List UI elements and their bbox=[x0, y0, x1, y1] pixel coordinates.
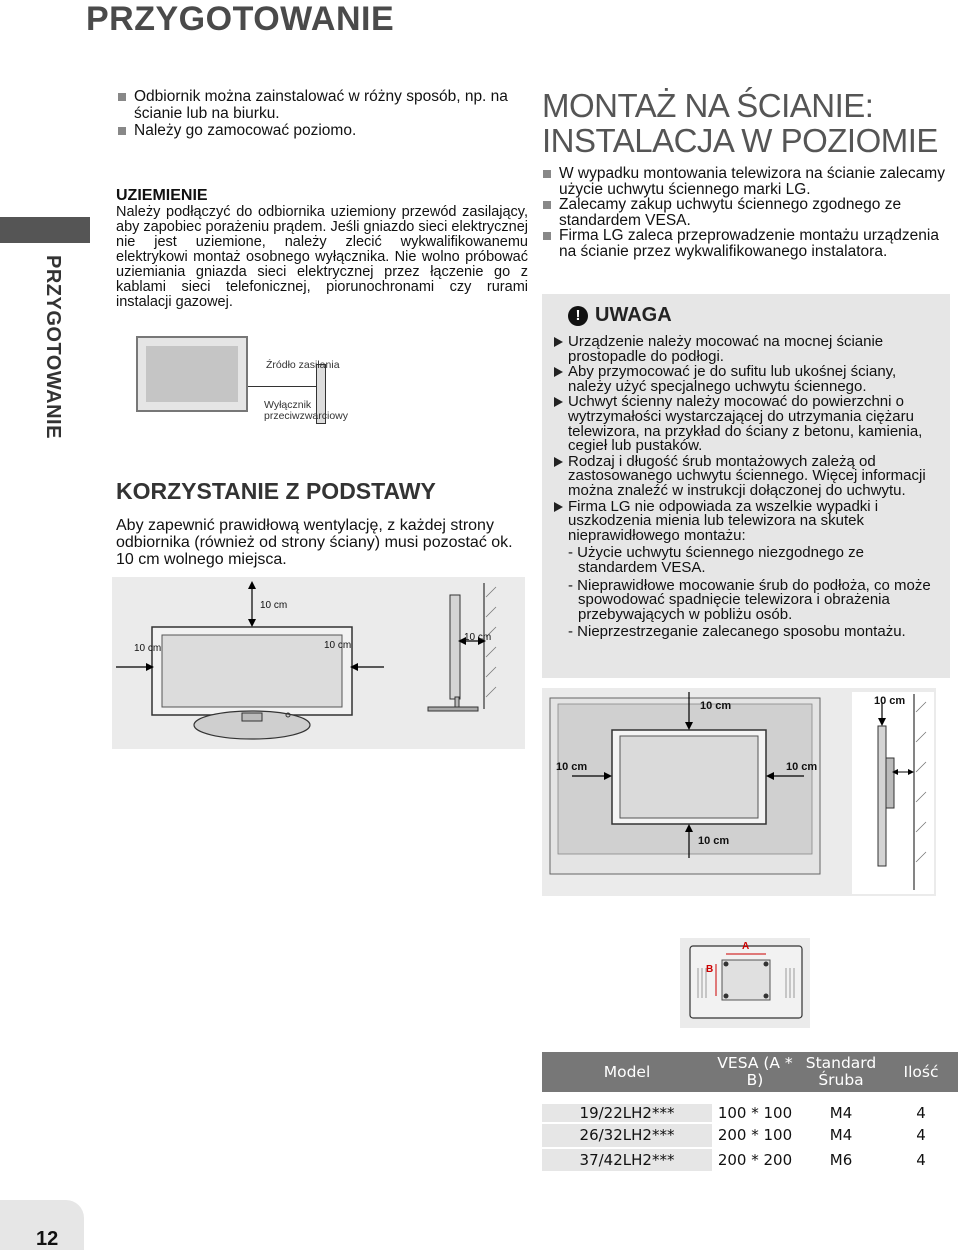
vesa-spec-table bbox=[542, 1052, 958, 1173]
stand-text: Aby zapewnić prawidłową wentylację, z każdej strony odbiornika (również od strony ściany) musi pozostać ok. 10 cm wolnego miejsca. bbox=[116, 517, 513, 568]
table-row bbox=[542, 1098, 958, 1123]
cell-quantity: 4 bbox=[884, 1148, 958, 1173]
list-item: Odbiornik można zainstalować w różny sposób, np. na ścianie lub na biurku. bbox=[116, 88, 528, 122]
header-vesa: VESA (A * B) bbox=[712, 1052, 798, 1098]
stand-clearance-diagram bbox=[112, 577, 525, 749]
page-title: PRZYGOTOWANIE bbox=[86, 0, 395, 38]
stand-clearance-illustration bbox=[112, 577, 525, 749]
right-column bbox=[542, 88, 954, 259]
triangle-bullet-icon bbox=[554, 502, 563, 512]
cell-screw: M4 bbox=[798, 1098, 884, 1123]
cell-screw: M6 bbox=[798, 1148, 884, 1173]
side-tab-marker bbox=[0, 217, 90, 243]
cell-model: 37/42LH2*** bbox=[542, 1148, 712, 1173]
table-row bbox=[542, 1148, 958, 1173]
wall-clearance-diagram bbox=[542, 688, 936, 896]
cell-vesa: 200 * 100 bbox=[712, 1123, 798, 1148]
list-item: Należy go zamocować poziomo. bbox=[116, 122, 528, 139]
list-item: Aby przymocować je do sufitu lub ukośnej ściany, należy użyć specjalnego uchwytu ściennego. bbox=[552, 365, 940, 394]
clearance-label-left: 10 cm bbox=[134, 643, 162, 654]
triangle-bullet-icon bbox=[554, 397, 563, 407]
grounding-heading: UZIEMIENIE bbox=[116, 187, 208, 204]
sub-list-item: - Nieprawidłowe mocowanie śrub do podłoża, co może spowodować spadnięcie telewizora i obrażenia przebywających w pobliżu osób. bbox=[568, 576, 931, 623]
left-column bbox=[116, 88, 528, 310]
page-number: 12 bbox=[36, 1228, 59, 1250]
wall-mount-list bbox=[542, 166, 954, 259]
sub-list-item: - Nieprzestrzeganie zalecanego sposobu montażu. bbox=[568, 623, 906, 641]
table-header-row bbox=[542, 1052, 958, 1098]
warning-title: UWAGA bbox=[595, 304, 672, 326]
power-source-label: Źródło zasilania bbox=[266, 359, 340, 371]
cell-model: 26/32LH2*** bbox=[542, 1123, 712, 1148]
side-tab-label: PRZYGOTOWANIE bbox=[42, 255, 64, 439]
warning-box bbox=[542, 294, 950, 678]
clearance-label-side: 10 cm bbox=[874, 695, 906, 707]
cell-vesa: 200 * 200 bbox=[712, 1148, 798, 1173]
list-item: Zalecamy zakup uchwytu ściennego zgodnego ze standardem VESA. bbox=[542, 197, 954, 228]
dimension-b-label: B bbox=[706, 964, 714, 975]
list-item: Urządzenie należy mocować na mocnej ścianie prostopadle do podłogi. bbox=[552, 335, 940, 364]
triangle-bullet-icon bbox=[554, 337, 563, 347]
table-row bbox=[542, 1123, 958, 1148]
list-item: Rodzaj i długość śrub montażowych zależą od zastosowanego uchwytu ściennego. Więcej informacji można znaleźć w instrukcji dołączonej do uchwytu. bbox=[552, 455, 940, 499]
breaker-label: Wyłącznik przeciwzwarciowy bbox=[264, 399, 349, 422]
cell-vesa: 100 * 100 bbox=[712, 1098, 798, 1123]
clearance-label-top: 10 cm bbox=[260, 600, 288, 611]
warning-header bbox=[568, 304, 940, 327]
intro-list bbox=[116, 88, 528, 139]
list-item: Firma LG nie odpowiada za wszelkie wypadki i uszkodzenia mienia lub telewizora na skutek nieprawidłowego montażu: - Użycie uchwytu ściennego niezgodnego ze standardem VESA. - Nieprawidłowe mocowanie śrub do podłoża, co może spowodować spadnięcie telewizora i obrażenia przebywających w pobliżu osób. - Nieprzestrzeganie zalecanego sposobu montażu. bbox=[552, 500, 940, 640]
triangle-bullet-icon bbox=[554, 367, 563, 377]
grounding-diagram bbox=[136, 336, 366, 446]
cell-quantity: 4 bbox=[884, 1123, 958, 1148]
wall-clearance-illustration bbox=[542, 688, 936, 896]
list-item: Uchwyt ścienny należy mocować do powierzchni o wytrzymałości wystarczającej do utrzymania ciężaru telewizora, na przykład do ściany z betonu, kamienia, cegieł lub pustaków. bbox=[552, 395, 940, 453]
cell-screw: M4 bbox=[798, 1123, 884, 1148]
clearance-label-top: 10 cm bbox=[700, 700, 732, 712]
header-model: Model bbox=[542, 1052, 712, 1098]
cell-model: 19/22LH2*** bbox=[542, 1098, 712, 1123]
clearance-label-bottom: 10 cm bbox=[698, 835, 730, 847]
stand-heading: KORZYSTANIE Z PODSTAWY bbox=[116, 478, 436, 504]
header-screw: Standard Śruba bbox=[798, 1052, 884, 1098]
header-quantity: Ilość bbox=[884, 1052, 958, 1098]
wall-mount-heading: MONTAŻ NA ŚCIANIE: INSTALACJA W POZIOMIE bbox=[542, 87, 938, 159]
page-number-box bbox=[0, 1200, 84, 1250]
exclamation-icon: ! bbox=[568, 306, 588, 326]
grounding-text: Należy podłączyć do odbiornika uziemiony przewód zasilający, aby zapobiec porażeniu prądem. Jeśli gniazdo sieci elektrycznej nie jest uziemione, należy zlecić wykwalifikowanemu elektrykowi montaż osobnego wyłącznika. Nie wolno próbować uziemiania gniazda sieci elektrycznej przez łączenie go z kablami sieci telefonicznej, piorunochronami czy rurami instalacji gazowej. bbox=[116, 204, 528, 310]
list-item: W wypadku montowania telewizora na ścianie zalecamy użycie uchwytu ściennego marki LG. bbox=[542, 166, 954, 197]
warning-list bbox=[552, 335, 940, 640]
warning-sub-list bbox=[568, 546, 940, 640]
clearance-label-left: 10 cm bbox=[556, 761, 588, 773]
cell-quantity: 4 bbox=[884, 1098, 958, 1123]
clearance-label-right: 10 cm bbox=[786, 761, 818, 773]
dimension-a-label: A bbox=[742, 941, 750, 952]
power-wire bbox=[248, 386, 316, 387]
sub-list-item: - Użycie uchwytu ściennego niezgodnego ze standardem VESA. bbox=[568, 544, 865, 576]
tv-illustration bbox=[136, 336, 248, 412]
list-item: Firma LG zaleca przeprowadzenie montażu urządzenia na ścianie przez wykwalifikowanego instalatora. bbox=[542, 228, 954, 259]
clearance-label-right: 10 cm bbox=[324, 640, 352, 651]
vesa-pattern-diagram bbox=[680, 938, 810, 1028]
clearance-label-wall: 10 cm bbox=[464, 632, 492, 643]
triangle-bullet-icon bbox=[554, 457, 563, 467]
